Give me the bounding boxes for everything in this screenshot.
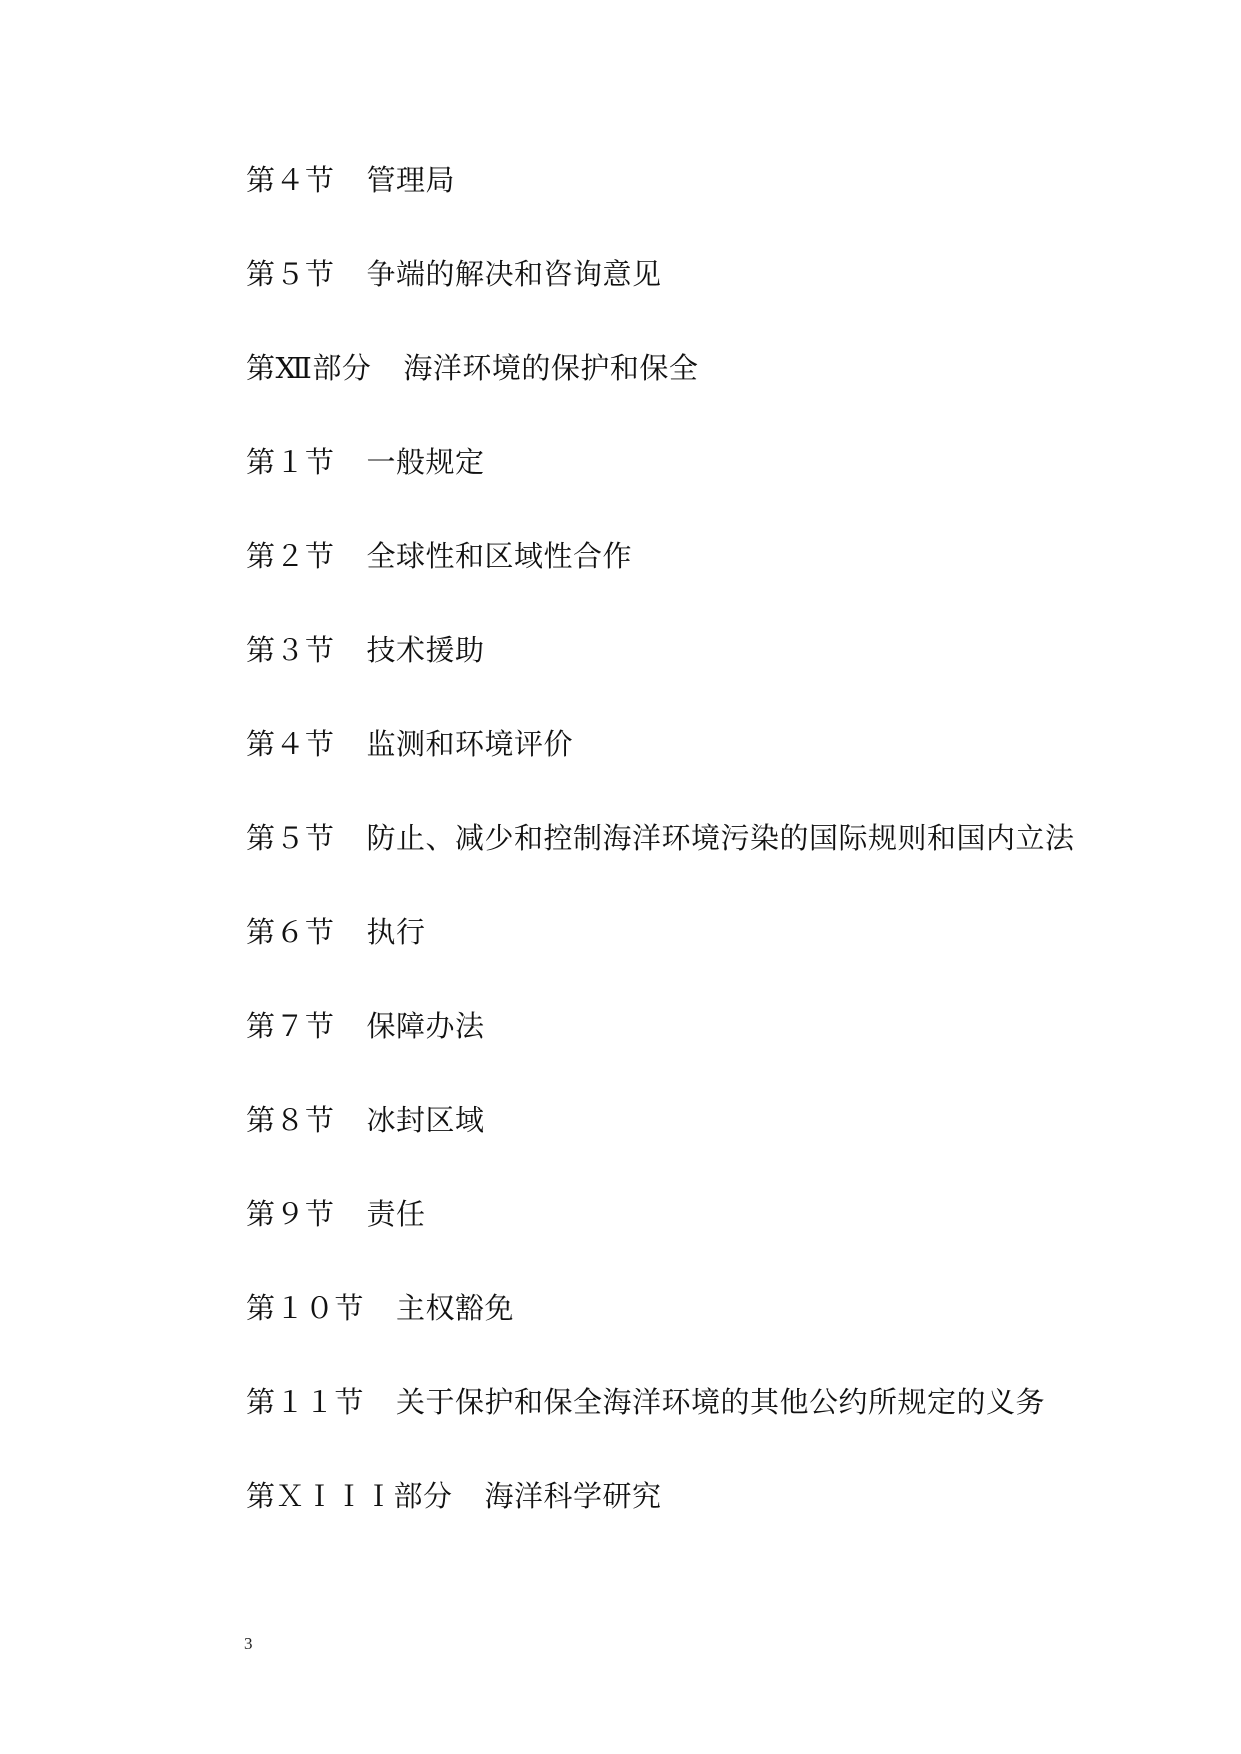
- section-number: 第１０节: [246, 1291, 365, 1325]
- section-number: 第１１节: [246, 1385, 365, 1419]
- section-title: 冰封区域: [366, 1103, 485, 1137]
- section-title: 一般规定: [366, 445, 485, 479]
- toc-entry: [246, 442, 485, 482]
- toc-entry: [246, 348, 698, 388]
- section-number: 第３节: [246, 633, 335, 667]
- section-title: 主权豁免: [396, 1291, 515, 1325]
- section-title: 全球性和区域性合作: [366, 539, 633, 573]
- toc-entry: [246, 1382, 1045, 1422]
- section-number: 第４节: [246, 163, 335, 197]
- section-number: 第５节: [246, 821, 335, 855]
- part-number: 第ＸＩＩＩ部分: [246, 1479, 453, 1513]
- section-number: 第６节: [246, 915, 335, 949]
- section-title: 防止、减少和控制海洋环境污染的国际规则和国内立法: [366, 821, 1075, 855]
- section-number: 第１节: [246, 445, 335, 479]
- toc-entry: [246, 1006, 485, 1046]
- section-number: 第７节: [246, 1009, 335, 1043]
- section-number: 第９节: [246, 1197, 335, 1231]
- toc-entry: [246, 1100, 485, 1140]
- section-title: 技术援助: [366, 633, 485, 667]
- toc-entry: [246, 1476, 662, 1516]
- section-number: 第８节: [246, 1103, 335, 1137]
- toc-entry: [246, 254, 662, 294]
- section-title: 监测和环境评价: [366, 727, 574, 761]
- part-number: 第Ⅻ部分: [246, 351, 372, 385]
- page-number: 3: [244, 1634, 253, 1653]
- toc-entry: [246, 818, 1075, 858]
- section-title: 管理局: [366, 163, 456, 197]
- toc-entry: [246, 1288, 514, 1328]
- section-title: 执行: [366, 915, 426, 949]
- toc-entry: [246, 536, 632, 576]
- toc-entry: [246, 630, 485, 670]
- toc-entry: [246, 1194, 426, 1234]
- part-title: 海洋环境的保护和保全: [403, 351, 699, 385]
- section-number: 第２节: [246, 539, 335, 573]
- section-title: 争端的解决和咨询意见: [366, 257, 662, 291]
- section-title: 责任: [366, 1197, 426, 1231]
- section-number: 第５节: [246, 257, 335, 291]
- section-title: 关于保护和保全海洋环境的其他公约所规定的义务: [396, 1385, 1046, 1419]
- toc-entry: [246, 912, 426, 952]
- section-number: 第４节: [246, 727, 335, 761]
- part-title: 海洋科学研究: [484, 1479, 662, 1513]
- toc-entry: [246, 160, 455, 200]
- section-title: 保障办法: [366, 1009, 485, 1043]
- toc-entry: [246, 724, 573, 764]
